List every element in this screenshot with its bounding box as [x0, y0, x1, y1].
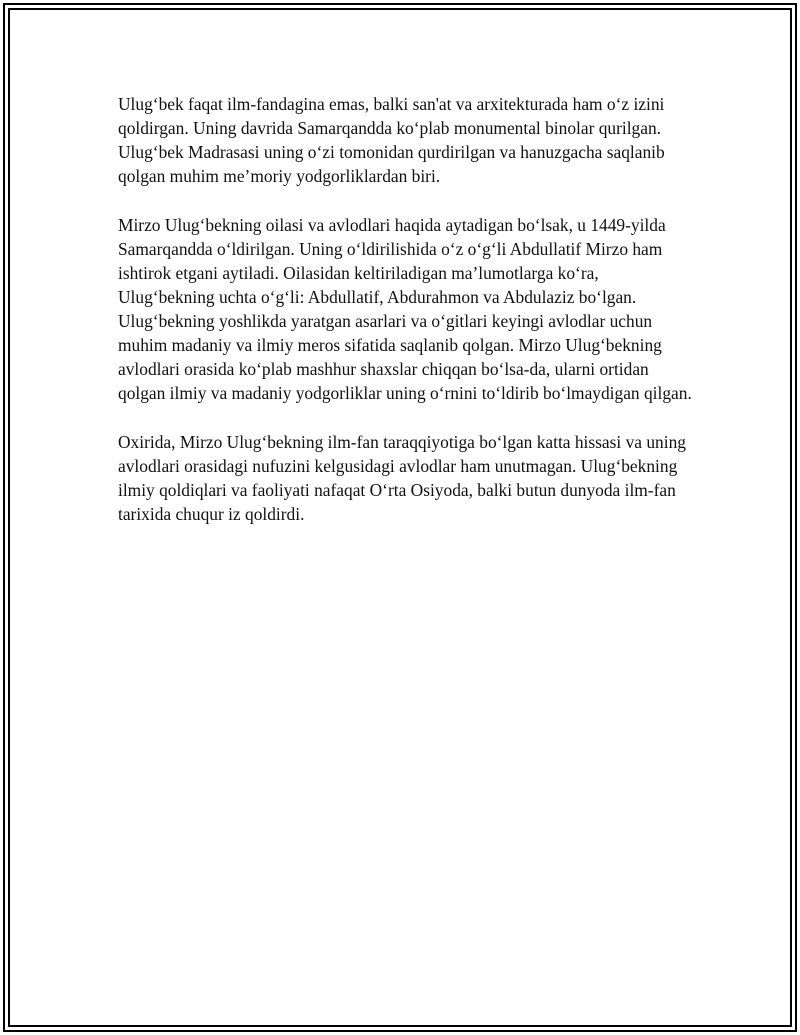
document-body [118, 92, 693, 550]
paragraph-family: Mirzo Ulug‘bekning oilasi va avlodlari haqida aytadigan bo‘lsak, u 1449-yilda Samarqandda o‘ldirilgan. Uning o‘ldirilishida o‘z o‘g‘li Abdullatif Mirzo ham ishtirok etgani aytiladi. Oilasidan keltiriladigan ma’lumotlarga ko‘ra, Ulug‘bekning uchta o‘g‘li: Abdullatif, Abdurahmon va Abdulaziz bo‘lgan. Ulug‘bekning yoshlikda yaratgan asarlari va o‘gitlari keyingi avlodlar uchun muhim madaniy va ilmiy meros sifatida saqlanib qolgan. Mirzo Ulug‘bekning avlodlari orasida ko‘plab mashhur shaxslar chiqqan bo‘lsa-da, ularni ortidan qolgan ilmiy va madaniy yodgorliklar uning o‘rnini to‘ldirib bo‘lmaydigan qilgan. [118, 214, 692, 404]
paragraph-conclusion: Oxirida, Mirzo Ulug‘bekning ilm-fan taraqqiyotiga bo‘lgan katta hissasi va uning avlodlari orasidagi nufuzini kelgusidagi avlodlar ham unutmagan. Ulug‘bekning ilmiy qoldiqlari va faoliyati nafaqat O‘rta Osiyoda, balki butun dunyoda ilm-fan tarixida chuqur iz qoldirdi. [118, 431, 686, 524]
paragraph-madrasa: Ulug‘bek faqat ilm-fandagina emas, balki san'at va arxitekturada ham o‘z izini qoldirgan. Uning davrida Samarqandda ko‘plab monumental binolar qurilgan. Ulug‘bek Madrasasi uning o‘zi tomonidan qurdirilgan va hanuzgacha saqlanib qolgan muhim me’moriy yodgorliklardan biri. [118, 94, 665, 187]
